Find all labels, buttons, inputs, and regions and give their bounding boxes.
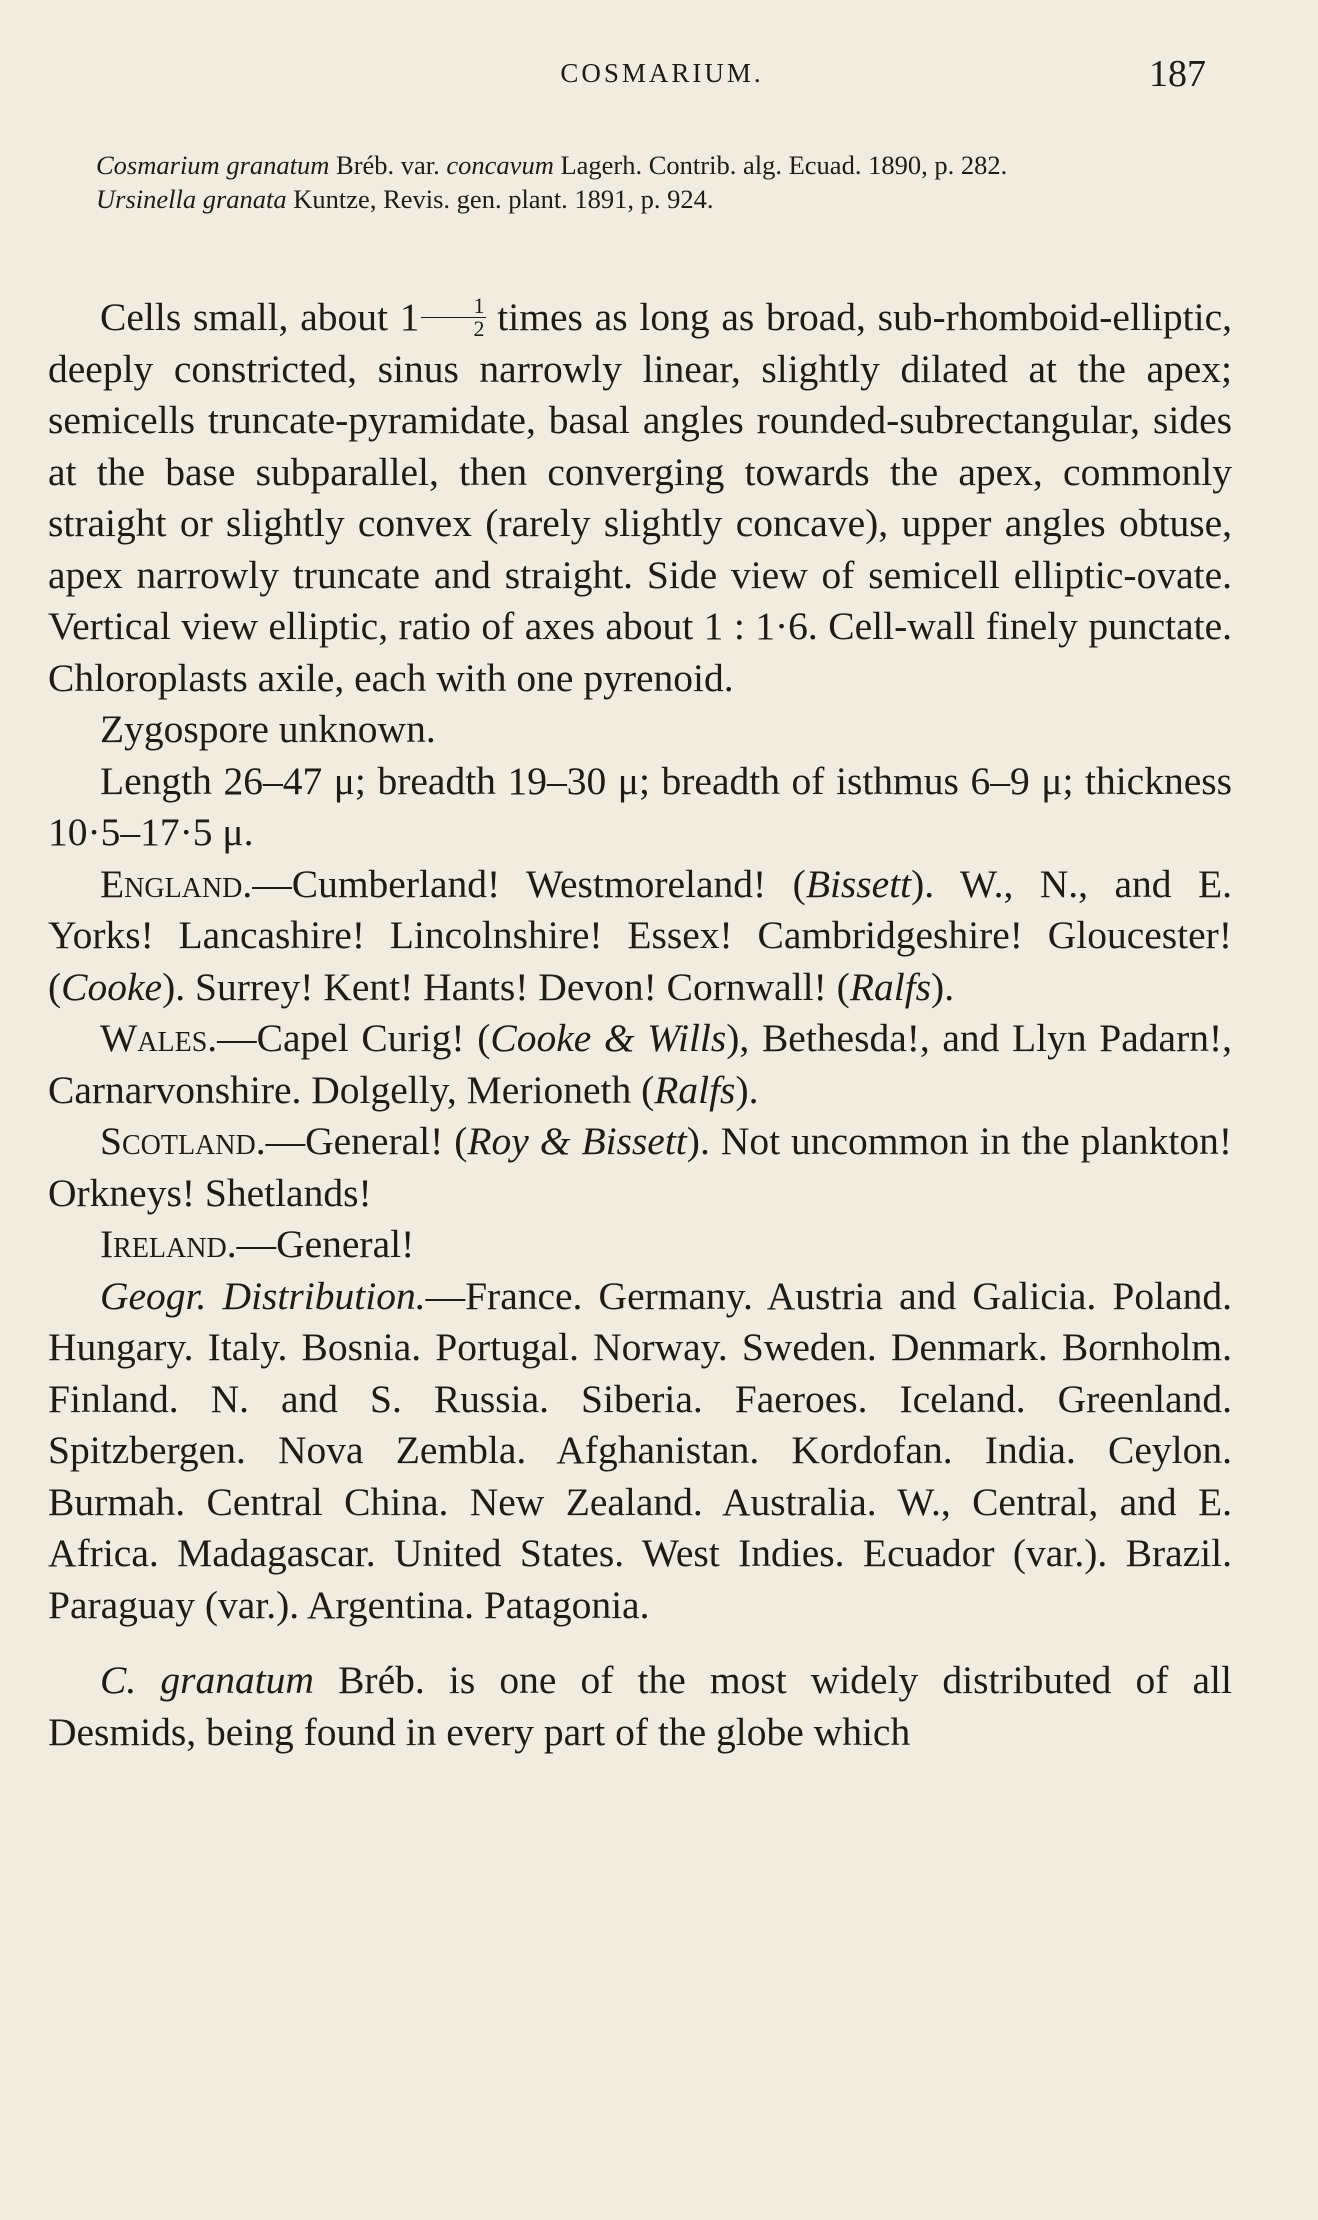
synonym-name: Ursinella granata [96, 184, 287, 214]
description-lead: Cells small, about 1 [100, 295, 420, 339]
record-authority: Bissett [805, 861, 912, 906]
record-text: —Capel Curig! ( [217, 1016, 491, 1060]
note-species-name: C. granatum [100, 1658, 314, 1702]
record-text: ). Surrey! Kent! Hants! Devon! Cornwall! ( [162, 964, 850, 1009]
record-paragraph [48, 1219, 1232, 1271]
record-authority: Ralfs [654, 1067, 736, 1112]
page-number: 187 [1149, 53, 1206, 95]
region-name: England. [100, 861, 253, 906]
dimensions-paragraph: Length 26–47 μ; breadth 19–30 μ; breadth of isthmus 6–9 μ; thickness 10·5–17·5 μ. [48, 758, 1232, 854]
record-authority: Ralfs [849, 964, 932, 1009]
synonym-reference: Lagerh. Contrib. alg. Ecuad. 1890, p. 282. [553, 150, 1008, 180]
synonym-entry [96, 182, 1232, 216]
record-text: ), Bethesda!, and Llyn Padarn!, Carnarvonshire. Dolgelly, Merioneth ( [48, 1016, 1232, 1112]
records-list [48, 859, 1232, 1271]
fraction-one-half: $\frac{1}{2}$ [421, 295, 486, 340]
body-text [48, 292, 1232, 1758]
distribution-paragraph [48, 1271, 1232, 1632]
record-text: ). Not uncommon in the plankton! Orkneys! Shetlands! [48, 1119, 1233, 1215]
record-paragraph [48, 859, 1232, 1014]
spacer [48, 1631, 1232, 1655]
note-paragraph [48, 1655, 1232, 1758]
record-text: ). [931, 964, 955, 1009]
running-head: COSMARIUM. [560, 58, 764, 88]
region-name: Ireland. [100, 1222, 237, 1266]
synonym-variety: concavum [446, 150, 554, 180]
note-text: Bréb. is one of the most widely distributed of all Desmids, being found in every part of the globe which [48, 1658, 1232, 1754]
zygospore-paragraph: Zygospore unknown. [100, 707, 436, 751]
page-header [96, 52, 1228, 102]
region-name: Scotland. [100, 1119, 266, 1163]
record-text: —Cumberland! Westmoreland! ( [252, 861, 806, 906]
record-text: —General! ( [265, 1119, 468, 1163]
region-name: Wales. [100, 1016, 218, 1060]
record-text: ). W., N., and E. Yorks! Lancashire! Lincolnshire! Essex! Cambridgeshire! Gloucester! ( [48, 861, 1232, 1009]
distribution-text: —France. Germany. Austria and Galicia. Poland. Hungary. Italy. Bosnia. Portugal. Norway. Sweden. Denmark. Bornholm. Finland. N. and S. Russia. Siberia. Faeroes. Iceland. Greenland. Spitzbergen. Nova Zembla. Afghanistan. Kordofan. India. Ceylon. Burmah. Central China. New Zealand. Australia. W., Central, and E. Africa. Madagascar. United States. West Indies. Ecuador (var.). Brazil. Paraguay (var.). Argentina. Patagonia. [48, 1273, 1232, 1627]
synonym-entry [96, 148, 1232, 182]
synonym-reference: Kuntze, Revis. gen. plant. 1891, p. 924. [286, 184, 714, 214]
record-authority: Cooke [61, 964, 163, 1009]
synonym-name: Cosmarium granatum [96, 150, 330, 180]
record-authority: Roy & Bissett [467, 1119, 687, 1163]
synonym-author: Bréb. var. [329, 150, 447, 180]
synonymy-block [96, 148, 1232, 216]
description-paragraph [48, 292, 1232, 704]
record-paragraph [48, 1116, 1232, 1219]
record-authority: Cooke & Wills [490, 1016, 727, 1060]
record-text: ). [735, 1067, 759, 1112]
record-text: —General! [236, 1222, 415, 1266]
record-paragraph [48, 1013, 1232, 1116]
distribution-label: Geogr. Distribution. [100, 1273, 426, 1318]
description-rest: times as long as broad, sub-rhomboid-elliptic, deeply constricted, sinus narrowly linear, slightly dilated at the apex; semicells truncate-pyramidate, basal angles rounded-subrectangular, sides at the base subparallel, then converging towards the apex, commonly straight or slightly convex (rarely slightly concave), upper angles obtuse, apex narrowly truncate and straight. Side view of semicell elliptic-ovate. Vertical view elliptic, ratio of axes about 1 : 1·6. Cell-wall finely punctate. Chloroplasts axile, each with one pyrenoid. [48, 295, 1232, 700]
